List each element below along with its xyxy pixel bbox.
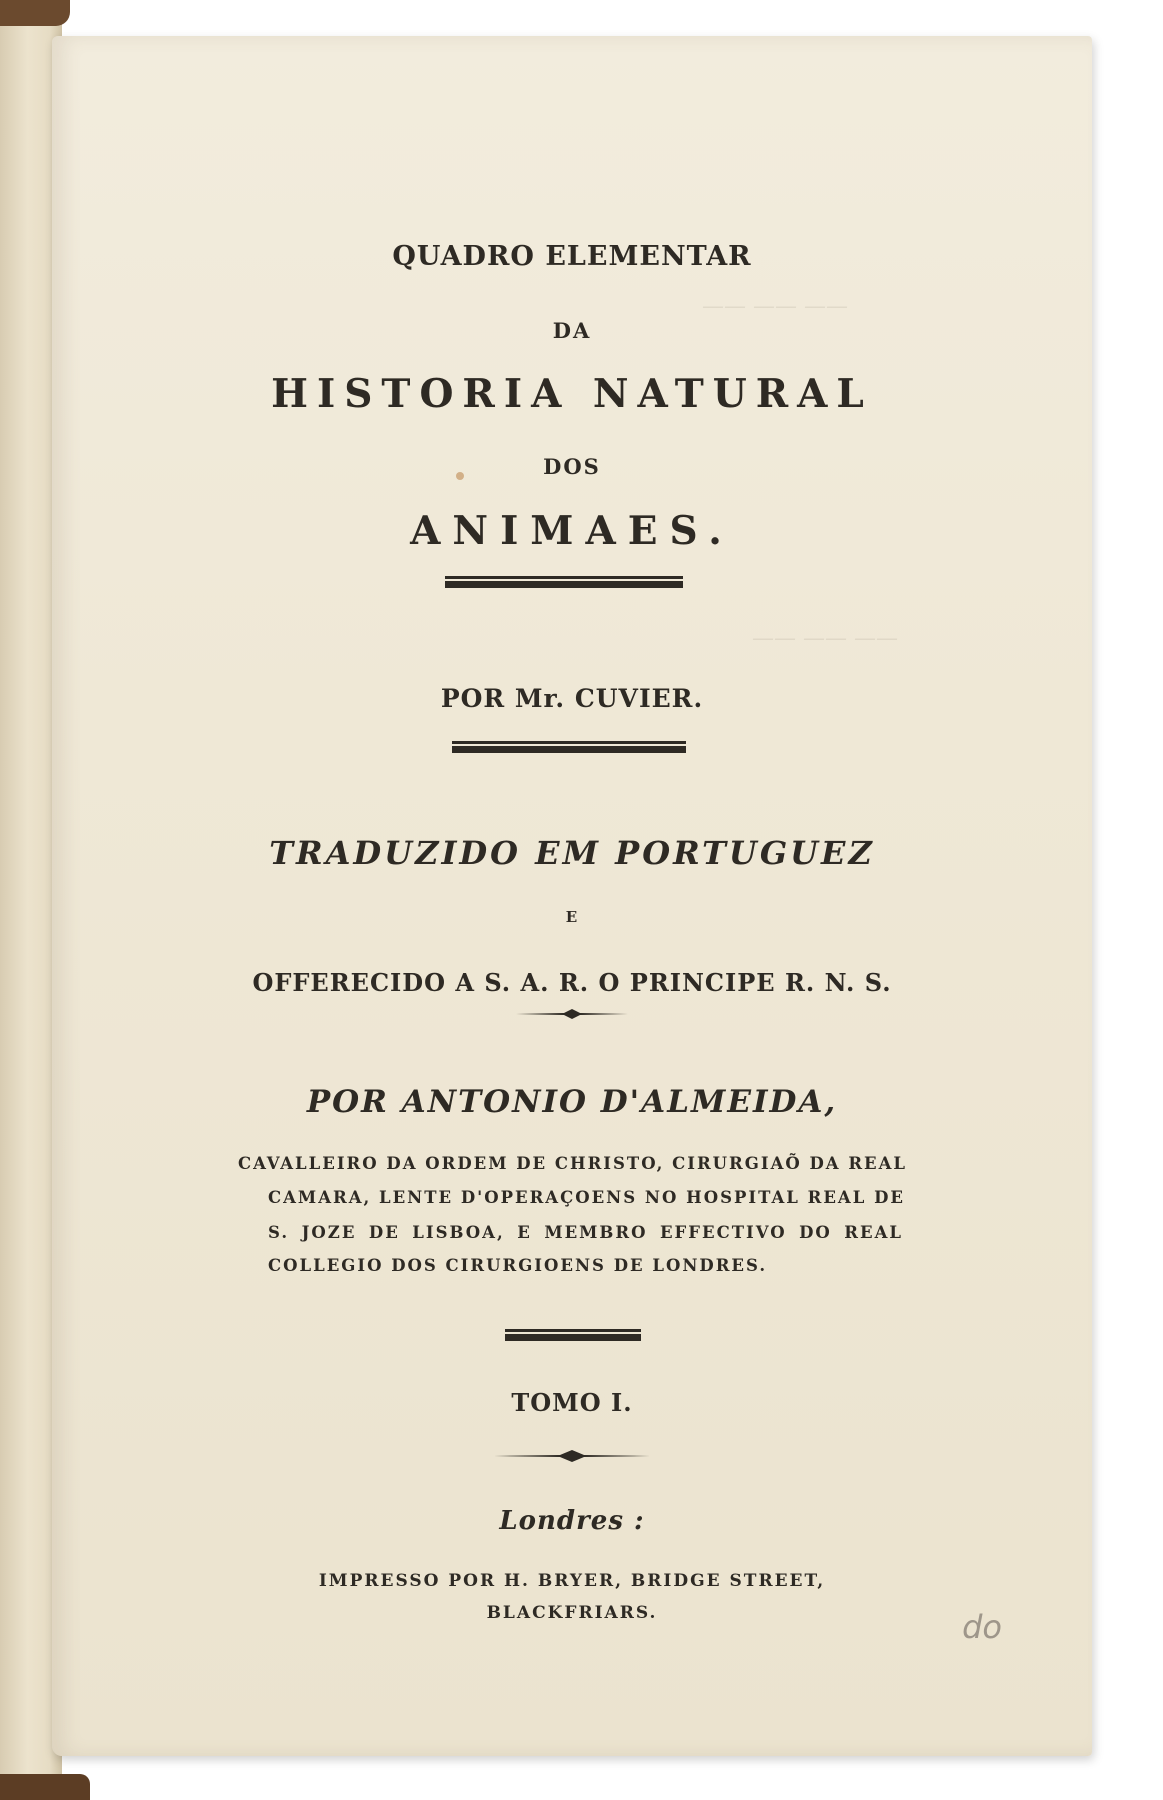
description-line: S. JOZE DE LISBOA, E MEMBRO EFFECTIVO DO REAL bbox=[268, 1223, 903, 1242]
bleed-through: —— —— —— bbox=[752, 626, 898, 651]
double-rule bbox=[452, 741, 686, 753]
translator-line: POR ANTONIO D'ALMEIDA, bbox=[306, 1084, 838, 1120]
title-line-2: DA bbox=[552, 318, 592, 343]
translated-line: TRADUZIDO EM PORTUGUEZ bbox=[269, 834, 875, 872]
spine-top bbox=[0, 0, 70, 26]
spine-bottom bbox=[0, 1774, 90, 1800]
ornament-rule bbox=[516, 1006, 628, 1022]
offered-line: OFFERECIDO A S. A. R. O PRINCIPE R. N. S. bbox=[252, 968, 892, 997]
title-line-1: QUADRO ELEMENTAR bbox=[392, 241, 752, 272]
description-line: CAVALLEIRO DA ORDEM DE CHRISTO, CIRURGIAÕ DA REAL bbox=[238, 1154, 908, 1173]
pencil-annotation: do bbox=[962, 1608, 1002, 1646]
bleed-through: —— —— —— bbox=[702, 294, 848, 319]
printer-line-1: IMPRESSO POR H. BRYER, BRIDGE STREET, bbox=[318, 1571, 826, 1591]
double-rule bbox=[505, 1329, 641, 1341]
conjunction-line: E bbox=[565, 908, 579, 926]
title-page bbox=[52, 36, 1092, 1756]
description-line: COLLEGIO DOS CIRURGIOENS DE LONDRES. bbox=[268, 1256, 768, 1275]
title-line-5: ANIMAES. bbox=[410, 508, 734, 554]
title-line-3: HISTORIA NATURAL bbox=[271, 371, 873, 417]
author-line: POR Mr. CUVIER. bbox=[440, 684, 704, 713]
title-line-4: DOS bbox=[543, 454, 601, 479]
double-rule bbox=[445, 576, 683, 588]
printer-line-2: BLACKFRIARS. bbox=[486, 1603, 658, 1623]
volume-line: TOMO I. bbox=[511, 1388, 633, 1417]
place-line: Londres : bbox=[499, 1506, 645, 1536]
description-line: CAMARA, LENTE D'OPERAÇOENS NO HOSPITAL REAL DE bbox=[268, 1188, 905, 1207]
ornament-rule bbox=[494, 1448, 650, 1464]
